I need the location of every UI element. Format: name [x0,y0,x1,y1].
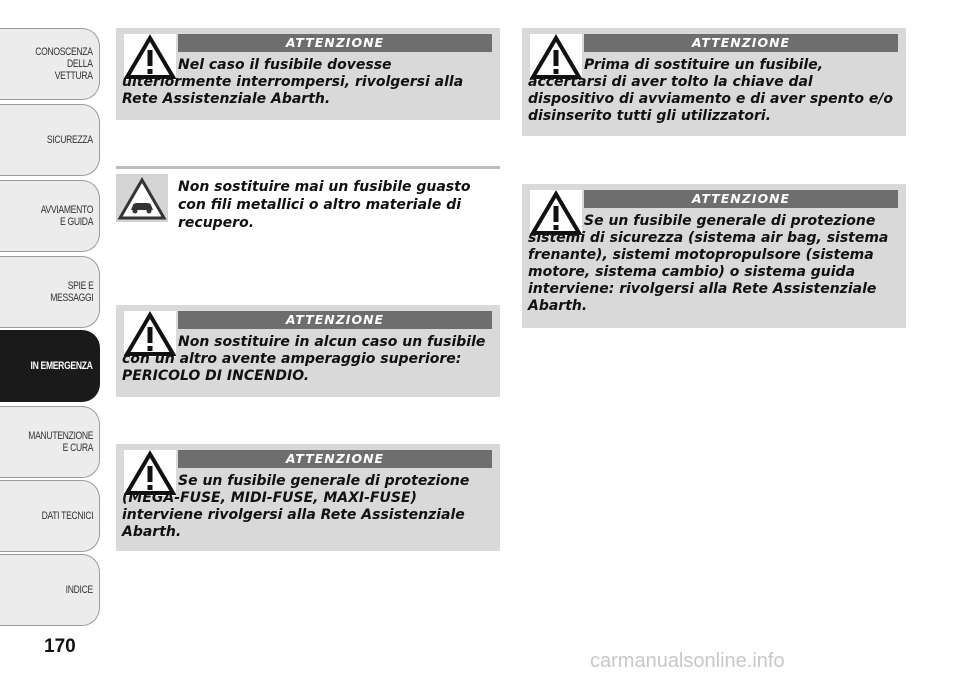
note-text: Non sostituire mai un fusibile guasto con fili metallici o altro materiale di recupero. [178,179,471,231]
warning-box [116,305,500,397]
warning-text: Se un fusibile generale di protezione (MEGA-FUSE, MIDI-FUSE, MAXI-FUSE) interviene rivolgersi alla Rete Assistenziale Abarth. [122,473,470,540]
watermark: carmanualsonline.info [590,650,785,672]
warning-heading: ATTENZIONE [178,34,492,52]
divider [116,166,500,169]
tab-conoscenza-della-vettura[interactable]: CONOSCENZA DELLA VETTURA [0,28,100,100]
page-number: 170 [44,636,76,657]
warning-heading: ATTENZIONE [584,190,898,208]
tab-manutenzione-e-cura[interactable]: MANUTENZIONE E CURA [0,406,100,478]
warning-box [522,28,906,136]
warning-text: Prima di sostituire un fusibile, accertarsi di aver tolto la chiave dal dispositivo di avviamento e di aver spento e/o disinserito tutti gli utilizzatori. [528,57,894,124]
warning-box [116,444,500,551]
tab-dati-tecnici[interactable]: DATI TECNICI [0,480,100,552]
warning-heading: ATTENZIONE [584,34,898,52]
warning-text: Non sostituire in alcun caso un fusibile con un altro avente amperaggio superiore: PERICOLO DI INCENDIO. [122,334,486,384]
tab-indice[interactable]: INDICE [0,554,100,626]
tab-sicurezza[interactable]: SICUREZZA [0,104,100,176]
warning-text: Se un fusibile generale di protezione sistemi di sicurezza (sistema air bag, sistema frenante), sistemi motopropulsore (sistema motore, sistema cambio) o sistema guida interviene: rivolgersi alla Rete Assistenziale Abarth. [528,213,889,314]
warning-text: Nel caso il fusibile dovesse ulteriormente interrompersi, rivolgersi alla Rete Assistenziale Abarth. [122,57,464,107]
warning-box [522,184,906,328]
tab-avviamento-e-guida[interactable]: AVVIAMENTO E GUIDA [0,180,100,252]
warning-heading: ATTENZIONE [178,311,492,329]
car-warning-icon [116,174,168,222]
warning-box [116,28,500,120]
warning-heading: ATTENZIONE [178,450,492,468]
tab-in-emergenza[interactable]: IN EMERGENZA [0,330,100,402]
tab-spie-e-messaggi[interactable]: SPIE E MESSAGGI [0,256,100,328]
